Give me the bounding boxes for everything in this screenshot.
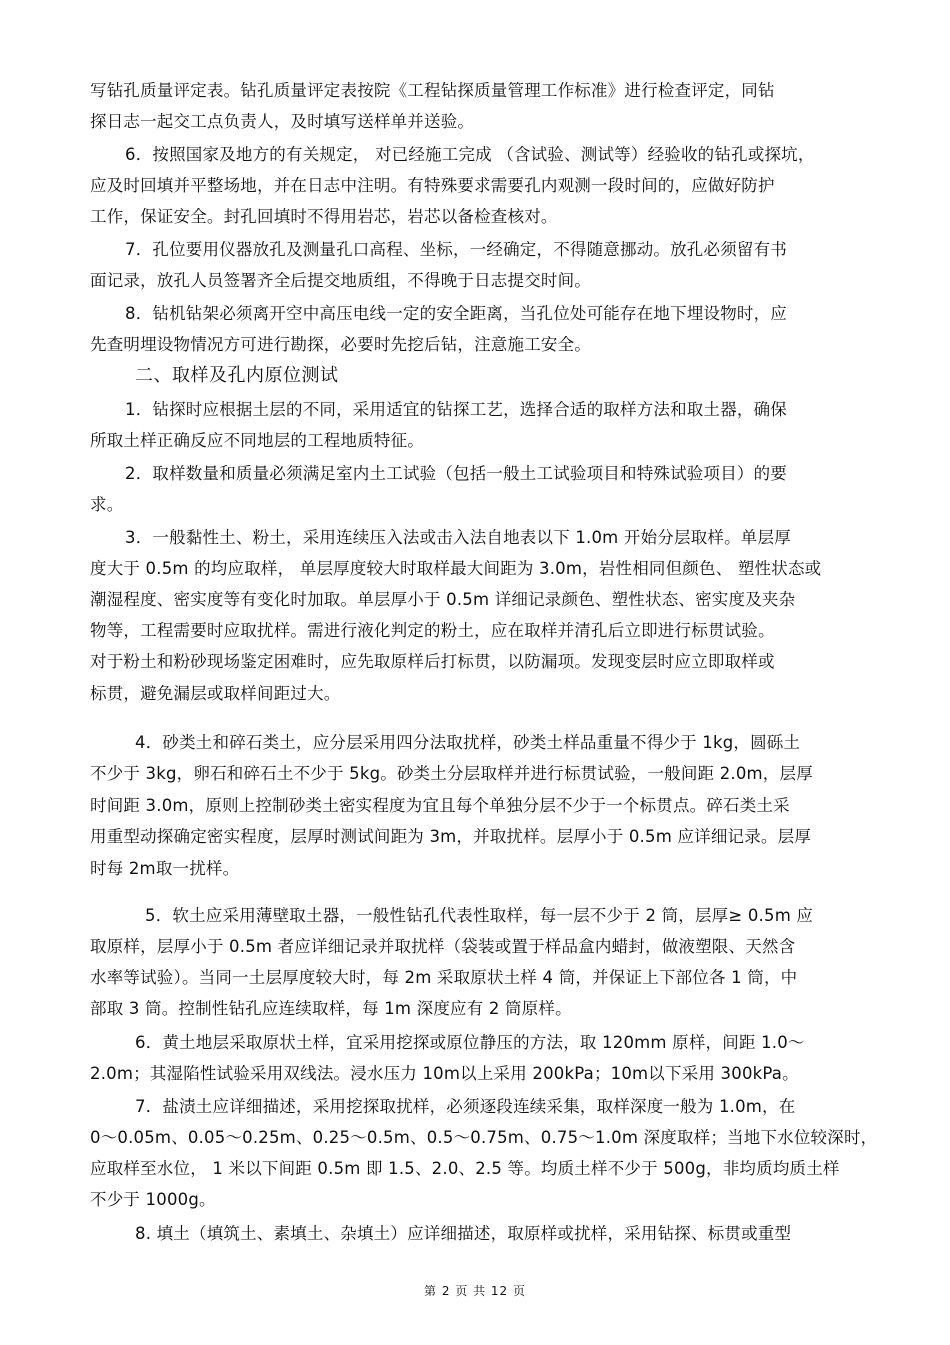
text-line: 所取土样正确反应不同地层的工程地质特征。 (90, 431, 424, 450)
text-line: 0～0.05m、0.05～0.25m、0.25～0.5m、0.5～0.75m、0.75～1.0m 深度取样；当地下水位较深时， (90, 1128, 878, 1147)
text-line: 标贯，避免漏层或取样间距过大。 (90, 684, 341, 703)
text-line: 应及时回填并平整场地，并在日志中注明。有特殊要求需要孔内观测一段时间的，应做好防护 (90, 176, 775, 195)
text-line: 8. 填土（填筑土、素填土、杂填土）应详细描述，取原样或扰样，采用钻探、标贯或重型 (135, 1224, 792, 1243)
text-line: 先查明埋设物情况方可进行勘探，必要时先挖后钻，注意施工安全。 (90, 335, 591, 354)
text-line: 探日志一起交工点负责人，及时填写送样单并送验。 (90, 112, 475, 131)
text-line: 3．一般黏性土、粉土，采用连续压入法或击入法自地表以下 1.0m 开始分层取样。单层厚 (125, 528, 791, 547)
text-line: 部取 3 筒。控制性钻孔应连续取样，每 1m 深度应有 2 筒原样。 (90, 999, 572, 1018)
text-line: 2.0m；其湿陷性试验采用双线法。浸水压力 10m以上采用 200kPa；10m以下采用 300kPa。 (90, 1064, 799, 1083)
text-line: 用重型动探确定密实程度，层厚时测试间距为 3m，并取扰样。层厚小于 0.5m 应详细记录。层厚 (90, 827, 812, 846)
text-line: 对于粉土和粉砂现场鉴定困难时，应先取原样后打标贯，以防漏项。发现变层时应立即取样或 (90, 652, 775, 671)
text-line: 6．黄土地层采取原状土样，宜采用挖探或原位静压的方法，取 120mm 原样，间距 1.0～ (135, 1033, 805, 1052)
text-line: 面记录，放孔人员签署齐全后提交地质组，不得晚于日志提交时间。 (90, 271, 591, 290)
text-line: 不少于 3kg，卵石和碎石土不少于 5kg。砂类土分层取样并进行标贯试验，一般间距 2.0m，层厚 (90, 764, 813, 783)
text-line: 5．软土应采用薄壁取土器，一般性钻孔代表性取样，每一层不少于 2 筒，层厚≥ 0.5m 应 (145, 906, 814, 925)
text-line: 水率等试验）。当同一土层厚度较大时，每 2m 采取原状土样 4 筒，并保证上下部位各 1 筒，中 (90, 968, 798, 987)
text-line: 写钻孔质量评定表。钻孔质量评定表按院《工程钻探质量管理工作标准》进行检查评定，同钻 (90, 81, 775, 100)
text-line: 不少于 1000g。 (90, 1190, 216, 1209)
text-line: 潮湿程度、密实度等有变化时加取。单层厚小于 0.5m 详细记录颜色、塑性状态、密实度及夹杂 (90, 590, 796, 609)
text-line: 求。 (90, 495, 124, 514)
text-line: 8．钻机钻架必须离开空中高压电线一定的安全距离，当孔位处可能存在地下埋设物时，应 (125, 304, 787, 323)
text-line: 4．砂类土和碎石类土，应分层采用四分法取扰样，砂类土样品重量不得少于 1kg，圆砾土 (135, 733, 801, 752)
page-footer: 第 2 页 共 12 页 (424, 1284, 526, 1298)
text-line: 7．盐渍土应详细描述，采用挖探取扰样，必须逐段连续采集，取样深度一般为 1.0m，在 (135, 1097, 796, 1116)
text-line: 工作，保证安全。封孔回填时不得用岩芯，岩芯以备检查核对。 (90, 207, 558, 226)
text-line: 6．按照国家及地方的有关规定， 对已经施工完成 （含试验、测试等）经验收的钻孔或探坑， (125, 145, 815, 164)
section-heading: 二、取样及孔内原位测试 (135, 365, 339, 386)
text-line: 应取样至水位， 1 米以下间距 0.5m 即 1.5、2.0、2.5 等。均质土样不少于 500g，非均质均质土样 (90, 1159, 840, 1178)
text-line: 7．孔位要用仪器放孔及测量孔口高程、坐标，一经确定，不得随意挪动。放孔必须留有书 (125, 240, 787, 259)
text-line: 度大于 0.5m 的均应取样， 单层厚度较大时取样最大间距为 3.0m，岩性相同但颜色、 塑性状态或 (90, 559, 822, 578)
text-line: 2．取样数量和质量必须满足室内土工试验（包括一般土工试验项目和特殊试验项目）的要 (125, 464, 787, 483)
text-line: 取原样，层厚小于 0.5m 者应详细记录并取扰样（袋装或置于样品盒内蜡封，做液塑限、天然含 (90, 937, 796, 956)
text-line: 1．钻探时应根据土层的不同，采用适宜的钻探工艺，选择合适的取样方法和取土器，确保 (125, 400, 787, 419)
text-line: 时每 2m取一扰样。 (90, 859, 240, 878)
text-line: 物等，工程需要时应取扰样。需进行液化判定的粉土，应在取样并清孔后立即进行标贯试验。 (90, 621, 775, 640)
text-line: 时间距 3.0m，原则上控制砂类土密实程度为宜且每个单独分层不少于一个标贯点。碎石类土采 (90, 796, 790, 815)
